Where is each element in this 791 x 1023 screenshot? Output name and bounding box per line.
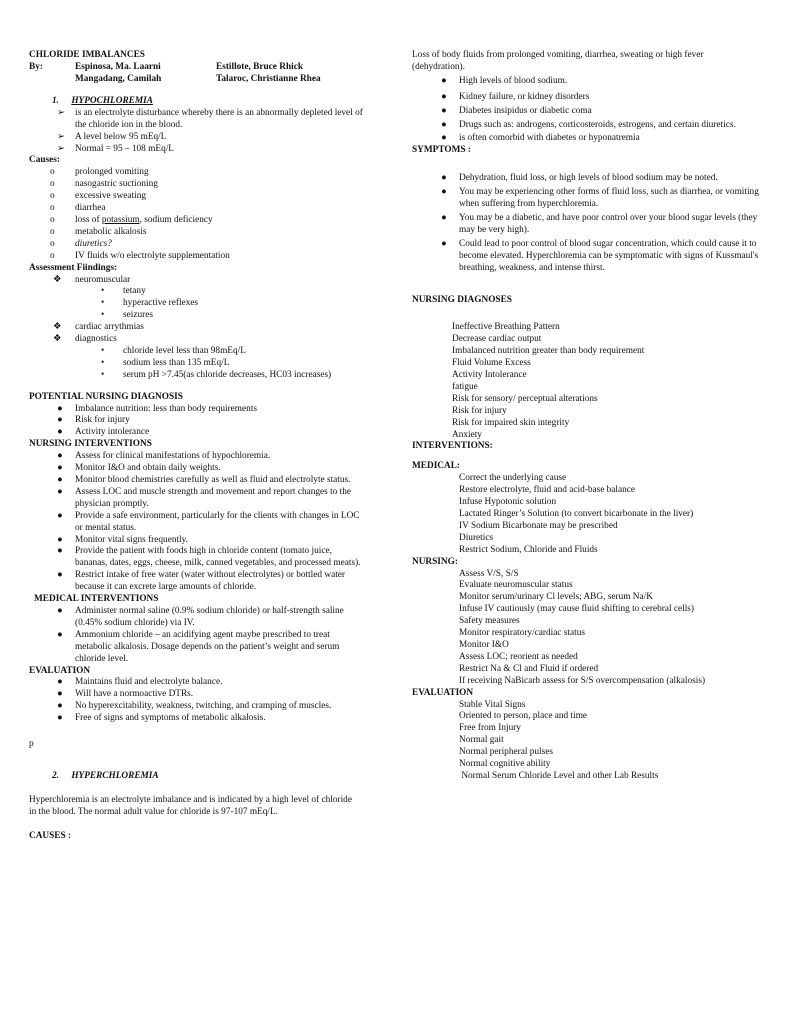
list-item: ● Monitor I&O and obtain daily weights. [57,463,221,474]
list-item: Free from Injury [459,723,521,734]
list-item: Oriented to person, place and time [459,711,588,722]
list-item: If receiving NaBicarb assess for S/S overcompensation (alkalosis) [459,675,706,686]
list-item: ● Restrict intake of free water (water without electrolytes) or bottled water because it can excrete large amounts of chloride. [57,570,346,593]
list-item: ❖ cardiac arrythmias [53,322,144,333]
arrow-bullet-icon: ➢ [57,107,65,118]
list-item: Restrict Na & Cl and Fluid if ordered [459,663,599,674]
authors-block [29,62,369,86]
author: Espinosa, Ma. Laarni [75,61,161,72]
assessment-list [29,275,369,382]
list-item: ● Administer normal saline (0.9% sodium chloride) or half-strength saline (0.45% sodium chloride) via IV. [57,605,344,628]
hypochloremia-heading: HYPOCHLOREMIA [71,95,153,106]
list-item: Fluid Volume Excess [452,358,531,369]
list-item: IV Sodium Bicarbonate may be prescribed [459,520,618,531]
list-item: Normal cognitive ability [459,759,551,770]
list-item: • hyperactive reflexes [101,298,199,309]
document-title: CHLORIDE IMBALANCES [29,50,145,60]
medical-interventions-heading: MEDICAL INTERVENTIONS [34,594,159,605]
list-item: • sodium less than 135 mEq/L [101,357,230,368]
list-item: Risk for sensory/ perceptual alterations [452,393,598,404]
list-item: ● Provide a safe environment, particularly for the clients with changes in LOC or mental status. [57,510,360,533]
list-item: fatigue [452,381,478,392]
list-item: o diarrhea [50,203,106,214]
list-item: ● Provide the patient with foods high in chloride content (tomato juice, bananas, dates, eggs, cheese, milk, canned vegetables, and processed meats). [57,546,361,569]
list-item: Assess V/S, S/S [459,568,519,579]
list-item: ❖ neuromuscular • tetany • hyperactive reflexes • seizures [75,275,369,323]
left-column [29,50,369,843]
diamond-bullet-icon: ❖ [53,334,62,345]
list-item: ● Could lead to poor control of blood sugar concentration, which could cause it to become elevated. Hyperchloremia can be symptomatic with signs of Kussmaul's breathing, weakness, and intense thirst. [441,238,759,273]
hyperchloremia-heading: HYPERCHLOREMIA [71,770,159,781]
list-item: Imbalanced nutrition greater than body requirement [452,346,645,357]
list-item: o diuretics? [50,238,112,249]
list-item: o prolonged vomiting [50,167,149,178]
list-item: ● Ammonium chloride – an acidifying agent maybe prescribed to treat metabolic alkalosis. Dosage depends on the patient’s weight and serum chloride level. [57,629,340,664]
list-item: ➢ is an electrolyte disturbance whereby there is an abnormally depleted level of the chloride ion in the blood. [57,107,363,130]
list-item: Monitor I&O [459,639,509,650]
list-item: Monitor serum/urinary Cl levels; ABG, serum Na/K [459,592,653,603]
list-item: Risk for impaired skin integrity [452,417,570,428]
list-item: Normal gait [459,735,504,746]
list-item: Normal Serum Chloride Level and other Lab Results [459,770,659,781]
nursing-diagnoses-list [412,322,762,441]
evaluation-heading: EVALUATION [412,687,474,698]
list-item: ● Kidney failure, or kidney disorders [441,91,590,102]
nursing-interventions-list [29,451,361,594]
list-item: Anxiety [452,429,482,440]
hyper-causes-heading: CAUSES : [29,830,72,841]
list-item: ● Maintains fluid and electrolyte balance. [57,677,223,688]
list-item: o excessive sweating [50,191,146,202]
by-label: By: [29,61,43,72]
nursing-list [412,569,762,688]
list-item: ● Monitor vital signs frequently. [57,534,189,545]
list-item: Diuretics [459,532,494,543]
right-column [412,50,762,783]
hyper-causes-list [412,76,759,146]
medical-interventions-list [29,606,361,666]
list-item: ● High levels of blood sodium. [441,75,568,86]
evaluation-list [29,677,369,725]
list-item: • serum pH >7.45(as chloride decreases, HC03 increases) [101,369,332,380]
potential-diagnosis-list [29,404,369,440]
medical-list [412,473,762,556]
section-heading: 1. HYPOCHLOREMIA [52,95,153,106]
section-heading: 2. HYPERCHLOREMIA [52,770,159,781]
list-item: Decrease cardiac output [452,334,542,345]
list-item: o loss of potassium, sodium deficiency [50,214,213,225]
list-item: Activity Intolerance [452,370,527,381]
list-item: • seizures [101,310,153,321]
arrow-bullet-icon: ➢ [57,131,65,142]
nursing-diagnoses-heading: NURSING DIAGNOSES [412,294,512,305]
potassium-link[interactable]: potassium [101,214,140,225]
potential-diagnosis-heading: POTENTIAL NURSING DIAGNOSIS [29,391,183,402]
list-item: Evaluate neuromuscular status [459,580,573,591]
list-item: ● Monitor blood chemistries carefully as well as fluid and electrolyte status. [57,475,351,485]
author: Estillote, Bruce Rhick [216,61,304,72]
arrow-bullet-icon: ➢ [57,143,65,154]
list-item: ● Free of signs and symptoms of metabolic alkalosis. [57,713,266,724]
list-item: Safety measures [459,616,520,627]
list-item: Risk for injury [452,405,507,416]
list-item: • tetany [101,286,146,297]
list-item: Infuse IV cautiously (may cause fluid shifting to cerebral cells) [459,604,695,615]
list-item: ● Risk for injury [57,415,130,426]
list-item: ● Assess for clinical manifestations of hypochloremia. [57,451,271,462]
author: Mangadang, Camilah [75,73,162,84]
stray-character: p [29,739,34,750]
causes-list [29,167,369,262]
list-item: Stable Vital Signs [459,699,526,710]
list-item: ➢ A level below 95 mEq/L [57,131,167,142]
list-item: Normal peripheral pulses [459,747,553,758]
list-item: ● Assess LOC and muscle strength and movement and report changes to the physician promptly. [57,486,352,509]
symptoms-list [412,173,759,274]
author: Talaroc, Christianne Rhea [216,73,321,84]
list-item: Lactated Ringer’s Solution (to convert bicarbonate in the liver) [459,509,694,519]
list-item: ● Dehydration, fluid loss, or high levels of blood sodium may be noted. [441,173,718,184]
list-item: ● Activity intolerance [57,427,150,438]
evaluation-heading: EVALUATION [29,665,91,676]
list-item: Assess LOC; reorient as needed [459,651,578,662]
list-item: ● No hyperexcitability, weakness, twitching, and cramping of muscles. [57,701,332,712]
list-item: ● You may be experiencing other forms of fluid loss, such as diarrhea, or vomiting when suffering from hyperchloremia. [441,187,759,210]
cause-intro: Loss of body fluids from prolonged vomiting, diarrhea, sweating or high fever (dehydration). [412,50,704,72]
list-item: Restore electrolyte, fluid and acid-base balance [459,485,636,496]
list-item: ● Imbalance nutrition: less than body requirements [57,403,258,414]
list-item: ● Drugs such as: androgens, corticosteroids, estrogens, and certain diuretics. [441,119,736,130]
list-item: o metabolic alkalosis [50,226,147,237]
list-item: Ineffective Breathing Pattern [452,322,560,333]
list-item: ● Will have a normoactive DTRs. [57,689,194,700]
evaluation-list [412,700,762,783]
definition-list [29,108,369,156]
list-item: ➢ Normal = 95 – 108 mEq/L [57,143,174,154]
list-item: ● is often comorbid with diabetes or hyponatremia [441,133,640,144]
list-item: o nasogastric suctioning [50,179,158,190]
list-item: ● Diabetes insipidus or diabetic coma [441,105,592,116]
nursing-heading: NURSING: [412,556,458,567]
list-item: Monitor respiratory/cardiac status [459,628,585,639]
list-item: Restrict Sodium, Chloride and Fluids [459,544,598,555]
list-item: ● You may be a diabetic, and have poor control over your blood sugar levels (they may be very high). [441,212,758,235]
list-item: • chloride level less than 98mEq/L [101,345,246,356]
list-item: ❖ diagnostics • chloride level less than 98mEq/L • sodium less than 135 mEq/L • serum pH >7.45(as chloride decreases, HC03 increases) [75,334,369,382]
interventions-heading: INTERVENTIONS: [412,441,493,452]
hyperchloremia-intro: Hyperchloremia is an electrolyte imbalance and is indicated by a high level of chloride in the blood. The normal adult value for chloride is 97-107 mEq/L. [29,794,352,817]
diamond-bullet-icon: ❖ [53,322,62,333]
diamond-bullet-icon: ❖ [53,274,62,285]
medical-heading: MEDICAL: [412,461,461,472]
list-item: Infuse Hypotonic solution [459,497,557,508]
causes-heading: Causes: [29,155,60,166]
assessment-heading: Assessment Fiindings: [29,262,118,273]
symptoms-heading: SYMPTOMS : [412,145,471,156]
list-item: o IV fluids w/o electrolyte supplementation [50,250,230,261]
list-item: Correct the underlying cause [459,473,567,484]
nursing-interventions-heading: NURSING INTERVENTIONS [29,439,152,450]
